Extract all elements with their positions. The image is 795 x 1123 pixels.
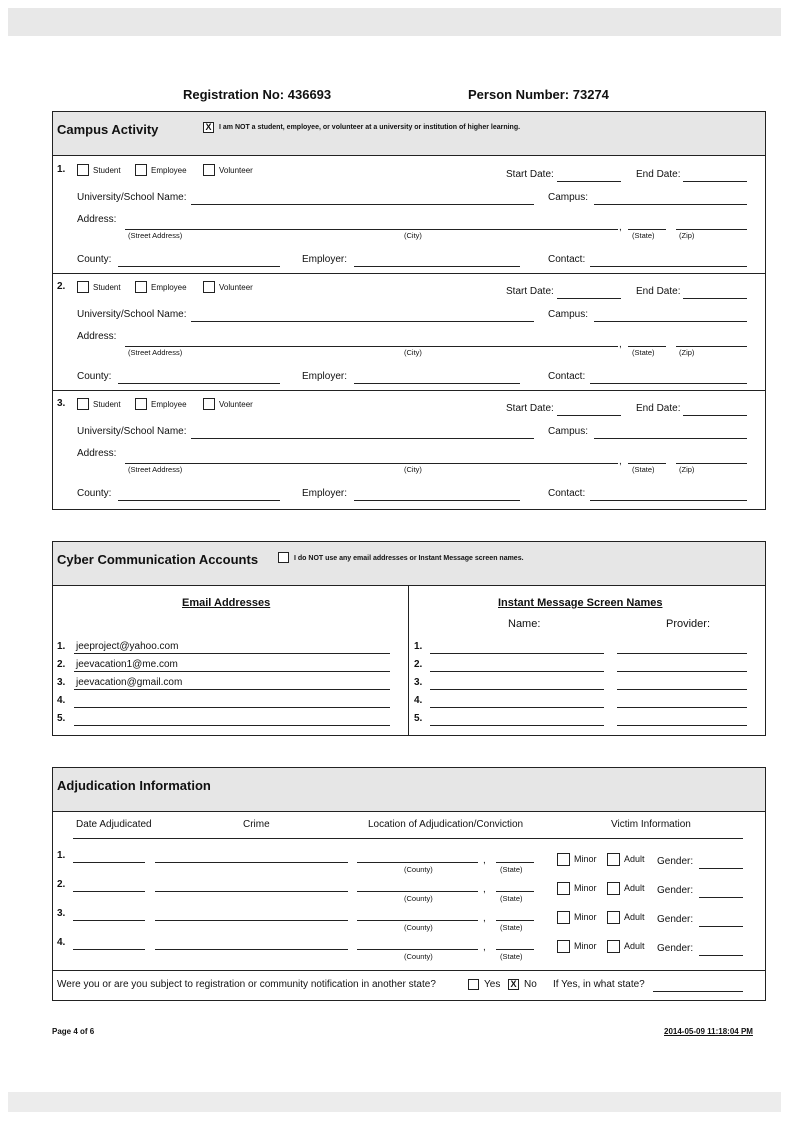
- other-state-no-checkbox[interactable]: X: [508, 979, 519, 990]
- adjudication-county-field[interactable]: [357, 949, 478, 950]
- campus-label: Campus:: [548, 192, 589, 203]
- im-row-number: 5.: [414, 713, 423, 724]
- contact-field[interactable]: [590, 266, 747, 267]
- campus-entry-number: 1.: [57, 164, 66, 175]
- date-adjudicated-field[interactable]: [73, 949, 145, 950]
- minor-label: Minor: [574, 883, 597, 893]
- end-date-field[interactable]: [683, 181, 747, 182]
- gender-field[interactable]: [699, 897, 743, 898]
- cyber-column-divider: [408, 586, 409, 736]
- email-row-number: 1.: [57, 641, 66, 652]
- county-label: County:: [77, 371, 112, 382]
- campus-field[interactable]: [594, 204, 747, 205]
- col-victim-info: Victim Information: [611, 819, 691, 830]
- im-provider-field[interactable]: [617, 725, 747, 726]
- street-city-field[interactable]: [125, 346, 618, 347]
- page-indicator: Page 4 of 6: [52, 1027, 95, 1036]
- volunteer-checkbox[interactable]: [203, 281, 215, 293]
- crime-field[interactable]: [155, 891, 348, 892]
- im-name-field[interactable]: [430, 725, 604, 726]
- adult-label: Adult: [624, 854, 645, 864]
- campus-entry-number: 3.: [57, 398, 66, 409]
- adjudication-state-field[interactable]: [496, 920, 534, 921]
- street-address-caption: (Street Address): [128, 231, 183, 240]
- zip-field[interactable]: [676, 346, 747, 347]
- adjudication-county-field[interactable]: [357, 891, 478, 892]
- registration-number: Registration No: 436693: [183, 87, 332, 102]
- other-state-yes-checkbox[interactable]: [468, 979, 479, 990]
- adjudication-header-rule: [73, 838, 743, 839]
- campus-entry-divider: [53, 390, 765, 391]
- im-name-field[interactable]: [430, 707, 604, 708]
- email-address-field[interactable]: [74, 653, 390, 654]
- adjudication-state-field[interactable]: [496, 862, 534, 863]
- minor-checkbox[interactable]: [557, 911, 570, 924]
- zip-caption: (Zip): [679, 348, 695, 357]
- employer-field[interactable]: [354, 266, 520, 267]
- student-checkbox[interactable]: [77, 281, 89, 293]
- volunteer-label: Volunteer: [219, 283, 253, 292]
- col-crime: Crime: [243, 819, 270, 830]
- other-state-question: Were you or are you subject to registration or community notification in another state?: [57, 979, 436, 990]
- zip-caption: (Zip): [679, 231, 695, 240]
- gender-field[interactable]: [699, 955, 743, 956]
- address-comma: ,: [619, 339, 622, 350]
- email-addresses-heading: Email Addresses: [182, 597, 271, 609]
- county-field[interactable]: [118, 383, 280, 384]
- email-address-field[interactable]: [74, 689, 390, 690]
- student-checkbox[interactable]: [77, 398, 89, 410]
- start-date-label: Start Date:: [506, 403, 554, 414]
- email-address-value[interactable]: jeeproject@yahoo.com: [76, 641, 179, 652]
- street-city-field[interactable]: [125, 229, 618, 230]
- gender-label: Gender:: [657, 914, 694, 925]
- adjudication-title: Adjudication Information: [57, 778, 211, 793]
- minor-checkbox[interactable]: [557, 940, 570, 953]
- start-date-label: Start Date:: [506, 169, 554, 180]
- start-date-field[interactable]: [557, 181, 621, 182]
- date-adjudicated-field[interactable]: [73, 920, 145, 921]
- scan-top-band: [8, 8, 781, 36]
- adjudication-row-number: 2.: [57, 879, 66, 890]
- email-address-field[interactable]: [74, 725, 390, 726]
- not-student-statement: I am NOT a student, employee, or volunteer at a university or institution of higher learning.: [219, 124, 521, 131]
- street-address-caption: (Street Address): [128, 348, 183, 357]
- volunteer-checkbox[interactable]: [203, 398, 215, 410]
- state-caption: (State): [632, 231, 655, 240]
- state-caption: (State): [500, 865, 523, 874]
- student-label: Student: [93, 400, 121, 409]
- street-city-field[interactable]: [125, 463, 618, 464]
- location-comma: ,: [483, 913, 486, 924]
- email-row-number: 2.: [57, 659, 66, 670]
- im-row-number: 1.: [414, 641, 423, 652]
- county-caption: (County): [404, 894, 433, 903]
- county-label: County:: [77, 254, 112, 265]
- state-caption: (State): [632, 348, 655, 357]
- state-field[interactable]: [628, 463, 666, 464]
- minor-label: Minor: [574, 912, 597, 922]
- employee-checkbox[interactable]: [135, 281, 147, 293]
- end-date-label: End Date:: [636, 169, 681, 180]
- minor-checkbox[interactable]: [557, 853, 570, 866]
- no-label: No: [524, 979, 537, 990]
- school-name-label: University/School Name:: [77, 192, 187, 203]
- county-field[interactable]: [118, 266, 280, 267]
- adjudication-county-field[interactable]: [357, 862, 478, 863]
- yes-label: Yes: [484, 979, 501, 990]
- if-yes-label: If Yes, in what state?: [553, 979, 645, 990]
- adult-label: Adult: [624, 941, 645, 951]
- adjudication-question-divider: [53, 970, 765, 971]
- date-adjudicated-field[interactable]: [73, 891, 145, 892]
- adult-checkbox[interactable]: [607, 911, 620, 924]
- campus-field[interactable]: [594, 321, 747, 322]
- end-date-field[interactable]: [683, 415, 747, 416]
- volunteer-label: Volunteer: [219, 166, 253, 175]
- email-address-value[interactable]: jeevacation@gmail.com: [76, 677, 183, 688]
- adjudication-state-field[interactable]: [496, 949, 534, 950]
- school-name-label: University/School Name:: [77, 309, 187, 320]
- employee-checkbox[interactable]: [135, 164, 147, 176]
- start-date-field[interactable]: [557, 298, 621, 299]
- email-address-field[interactable]: [74, 671, 390, 672]
- im-provider-field[interactable]: [617, 671, 747, 672]
- employee-label: Employee: [151, 283, 187, 292]
- adult-checkbox[interactable]: [607, 882, 620, 895]
- street-address-caption: (Street Address): [128, 465, 183, 474]
- address-label: Address:: [77, 331, 117, 342]
- student-checkbox[interactable]: [77, 164, 89, 176]
- im-row-number: 4.: [414, 695, 423, 706]
- person-number: Person Number: 73274: [468, 87, 609, 102]
- location-comma: ,: [483, 884, 486, 895]
- contact-label: Contact:: [548, 254, 586, 265]
- im-provider-field[interactable]: [617, 653, 747, 654]
- city-caption: (City): [404, 465, 422, 474]
- county-caption: (County): [404, 952, 433, 961]
- adjudication-row-number: 1.: [57, 850, 66, 861]
- adjudication-row-number: 3.: [57, 908, 66, 919]
- city-caption: (City): [404, 348, 422, 357]
- campus-field[interactable]: [594, 438, 747, 439]
- im-provider-field[interactable]: [617, 707, 747, 708]
- col-date-adjudicated: Date Adjudicated: [76, 819, 152, 830]
- employer-field[interactable]: [354, 500, 520, 501]
- campus-activity-header: [53, 112, 765, 156]
- employer-field[interactable]: [354, 383, 520, 384]
- campus-label: Campus:: [548, 309, 589, 320]
- im-row-number: 2.: [414, 659, 423, 670]
- not-student-checkbox[interactable]: X: [203, 122, 214, 133]
- employer-label: Employer:: [302, 371, 348, 382]
- crime-field[interactable]: [155, 949, 348, 950]
- gender-field[interactable]: [699, 926, 743, 927]
- location-comma: ,: [483, 942, 486, 953]
- gender-label: Gender:: [657, 885, 694, 896]
- zip-field[interactable]: [676, 463, 747, 464]
- contact-label: Contact:: [548, 488, 586, 499]
- adjudication-state-field[interactable]: [496, 891, 534, 892]
- state-caption: (State): [500, 923, 523, 932]
- adult-label: Adult: [624, 912, 645, 922]
- email-address-value[interactable]: jeevacation1@me.com: [76, 659, 178, 670]
- col-location: Location of Adjudication/Conviction: [368, 819, 524, 830]
- state-caption: (State): [500, 894, 523, 903]
- cyber-accounts-title: Cyber Communication Accounts: [57, 552, 259, 567]
- city-caption: (City): [404, 231, 422, 240]
- gender-label: Gender:: [657, 943, 694, 954]
- student-label: Student: [93, 283, 121, 292]
- campus-label: Campus:: [548, 426, 589, 437]
- end-date-label: End Date:: [636, 286, 681, 297]
- gender-label: Gender:: [657, 856, 694, 867]
- adjudication-row-number: 4.: [57, 937, 66, 948]
- date-adjudicated-field[interactable]: [73, 862, 145, 863]
- im-provider-field[interactable]: [617, 689, 747, 690]
- email-row-number: 3.: [57, 677, 66, 688]
- county-label: County:: [77, 488, 112, 499]
- zip-caption: (Zip): [679, 465, 695, 474]
- im-name-field[interactable]: [430, 653, 604, 654]
- no-email-statement: I do NOT use any email addresses or Instant Message screen names.: [294, 555, 524, 562]
- email-row-number: 4.: [57, 695, 66, 706]
- adjudication-county-field[interactable]: [357, 920, 478, 921]
- zip-field[interactable]: [676, 229, 747, 230]
- gender-field[interactable]: [699, 868, 743, 869]
- school-name-label: University/School Name:: [77, 426, 187, 437]
- state-field[interactable]: [628, 346, 666, 347]
- employee-label: Employee: [151, 166, 187, 175]
- campus-entry-number: 2.: [57, 281, 66, 292]
- employer-label: Employer:: [302, 488, 348, 499]
- state-field[interactable]: [628, 229, 666, 230]
- state-caption: (State): [500, 952, 523, 961]
- crime-field[interactable]: [155, 862, 348, 863]
- minor-label: Minor: [574, 941, 597, 951]
- contact-field[interactable]: [590, 383, 747, 384]
- school-name-field[interactable]: [191, 438, 534, 439]
- address-label: Address:: [77, 214, 117, 225]
- adult-checkbox[interactable]: [607, 940, 620, 953]
- start-date-label: Start Date:: [506, 286, 554, 297]
- state-caption: (State): [632, 465, 655, 474]
- county-caption: (County): [404, 923, 433, 932]
- county-caption: (County): [404, 865, 433, 874]
- school-name-field[interactable]: [191, 204, 534, 205]
- address-label: Address:: [77, 448, 117, 459]
- timestamp: 2014-05-09 11:18:04 PM: [664, 1027, 753, 1036]
- location-comma: ,: [483, 855, 486, 866]
- adult-checkbox[interactable]: [607, 853, 620, 866]
- crime-field[interactable]: [155, 920, 348, 921]
- start-date-field[interactable]: [557, 415, 621, 416]
- address-comma: ,: [619, 456, 622, 467]
- volunteer-label: Volunteer: [219, 400, 253, 409]
- volunteer-checkbox[interactable]: [203, 164, 215, 176]
- end-date-label: End Date:: [636, 403, 681, 414]
- address-comma: ,: [619, 222, 622, 233]
- campus-activity-title: Campus Activity: [57, 122, 159, 137]
- employee-label: Employee: [151, 400, 187, 409]
- im-screen-names-heading: Instant Message Screen Names: [498, 597, 663, 609]
- email-row-number: 5.: [57, 713, 66, 724]
- adult-label: Adult: [624, 883, 645, 893]
- end-date-field[interactable]: [683, 298, 747, 299]
- email-address-field[interactable]: [74, 707, 390, 708]
- county-field[interactable]: [118, 500, 280, 501]
- contact-field[interactable]: [590, 500, 747, 501]
- campus-entry-divider: [53, 273, 765, 274]
- minor-label: Minor: [574, 854, 597, 864]
- school-name-field[interactable]: [191, 321, 534, 322]
- if-yes-state-field[interactable]: [653, 991, 743, 992]
- minor-checkbox[interactable]: [557, 882, 570, 895]
- contact-label: Contact:: [548, 371, 586, 382]
- student-label: Student: [93, 166, 121, 175]
- employer-label: Employer:: [302, 254, 348, 265]
- im-row-number: 3.: [414, 677, 423, 688]
- im-name-field[interactable]: [430, 689, 604, 690]
- im-name-header: Name:: [508, 618, 541, 630]
- im-name-field[interactable]: [430, 671, 604, 672]
- no-email-checkbox[interactable]: [278, 552, 289, 563]
- im-provider-header: Provider:: [666, 618, 711, 630]
- employee-checkbox[interactable]: [135, 398, 147, 410]
- scan-bottom-band: [8, 1092, 781, 1112]
